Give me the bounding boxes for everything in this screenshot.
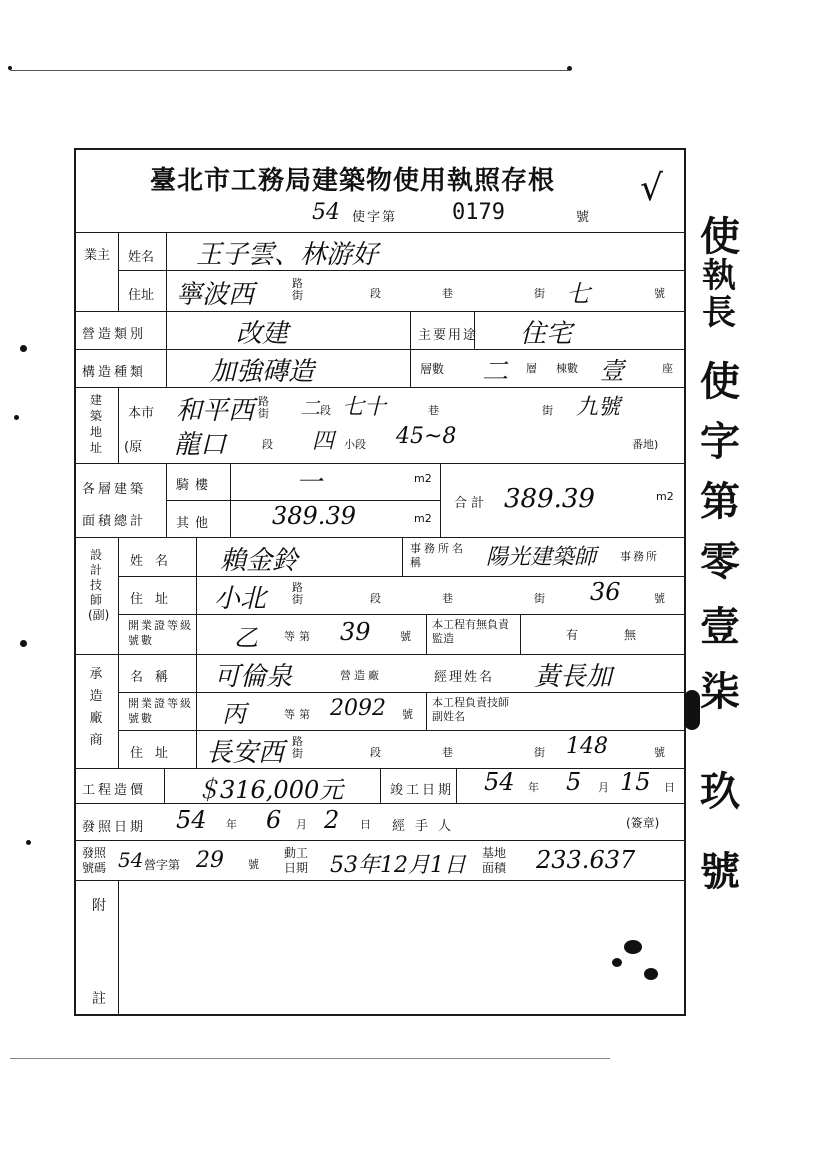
complete-month: 5 [566, 768, 582, 796]
owner-seg: 段 [370, 287, 381, 300]
edge-char: 第 [700, 478, 740, 525]
edge-char: 執 [702, 256, 736, 296]
owner-number: 七 [566, 280, 590, 308]
notes-label-bottom: 註 [92, 991, 106, 1007]
issue-day: 2 [324, 806, 340, 834]
building-unit: 座 [662, 362, 673, 375]
construction-kind-label: 營造類別 [82, 327, 147, 342]
office-name: 陽光建築師 [486, 545, 597, 570]
designer-license-mid: 等第 [284, 630, 314, 643]
land-area: 233.637 [536, 846, 636, 874]
speck [20, 640, 27, 647]
check-mark: √ [640, 168, 663, 209]
owner-street: 寧波西 [176, 280, 255, 310]
designer-license-suffix: 號 [400, 630, 411, 643]
permit-number: 0179 [452, 200, 505, 225]
ink-blot [644, 968, 658, 980]
designer-license-label: 開業證等級號數 [128, 619, 193, 647]
other-label: 其他 [176, 516, 215, 531]
orig-seg: 段 [262, 438, 273, 451]
address-seg: 段 [320, 404, 331, 417]
permit-no-suffix: 號 [248, 858, 259, 871]
complete-month-unit: 月 [598, 781, 609, 794]
designer-group-label: 設計技師(副) [88, 548, 110, 622]
contractor-seg: 段 [370, 746, 381, 759]
orig-area: 龍口 [174, 430, 227, 460]
issue-year: 54 [176, 806, 207, 834]
page-title: 臺北市工務局建築物使用執照存根 [150, 166, 556, 196]
designer-no-label: 號 [654, 592, 665, 605]
permit-suffix: 號 [576, 210, 596, 225]
signature-label: (簽章) [626, 816, 660, 830]
supervise-none: 無 [624, 628, 637, 642]
building-count-label: 棟數 [556, 362, 578, 375]
cost-value: ＄316,000元 [196, 776, 344, 804]
office-suffix: 事務所 [620, 550, 659, 563]
ink-blot [624, 940, 642, 954]
permit-no-mid: 營字第 [144, 858, 181, 872]
designer-lane: 巷 [442, 592, 453, 605]
address-road: 和平西 [176, 396, 255, 426]
edge-char: 長 [702, 293, 736, 333]
building-count: 壹 [600, 357, 624, 385]
contractor-group-label: 承造廠商 [89, 667, 103, 748]
complete-day-unit: 日 [664, 781, 675, 794]
issue-month-unit: 月 [296, 818, 307, 831]
contractor-license-grade: 丙 [222, 700, 246, 728]
contractor-addr-number: 148 [566, 734, 608, 759]
supervise-label: 本工程有無負責監造 [432, 618, 509, 645]
ink-blot [612, 958, 622, 967]
permit-no-year: 54 [118, 848, 144, 872]
manager-name: 黃長加 [534, 662, 613, 692]
designer-name: 賴金鈴 [220, 546, 299, 576]
issue-day-unit: 日 [360, 818, 371, 831]
contractor-name-label: 名稱 [130, 670, 181, 685]
owner-address-label: 住址 [128, 288, 155, 303]
arcade-unit: m2 [414, 472, 432, 485]
contractor-name-suffix: 營造廠 [340, 669, 382, 682]
permit-prefix: 使字第 [352, 210, 398, 225]
contractor-license-suffix: 號 [402, 708, 413, 721]
main-use-label: 主要用途 [418, 328, 479, 343]
bottom-scan-edge [10, 1058, 610, 1059]
manager-label: 經理姓名 [434, 670, 495, 685]
contractor-no-label: 號 [654, 746, 665, 759]
supervise-value: 有 [566, 628, 579, 642]
floors-label: 層數 [420, 362, 445, 376]
owner-road-label: 路街 [292, 277, 303, 302]
other-unit: m2 [414, 512, 432, 525]
address-lane-value: 七十 [342, 395, 387, 420]
construction-kind: 改建 [236, 319, 289, 349]
speck [14, 415, 19, 420]
contractor-name: 可倫泉 [214, 662, 293, 692]
owner-street-label: 街 [534, 287, 545, 300]
office-label: 事務所名稱 [410, 542, 466, 569]
contractor-road-label: 路街 [292, 735, 303, 760]
contractor-address-label: 住址 [130, 746, 181, 761]
designer-address: 小北 [214, 584, 267, 614]
edge-char: 號 [700, 848, 740, 895]
other-value: 389.39 [272, 502, 356, 530]
contractor-license-mid: 等第 [284, 708, 314, 721]
total-unit: m2 [656, 490, 674, 503]
complete-day: 15 [620, 768, 651, 796]
address-road-label: 路街 [258, 395, 269, 420]
arcade-label: 騎樓 [176, 478, 215, 493]
edge-char: 柒 [700, 668, 740, 715]
complete-label: 竣工日期 [390, 783, 455, 798]
ink-blot [684, 690, 700, 730]
issue-month: 6 [266, 806, 282, 834]
total-label: 合計 [454, 496, 489, 511]
speck [26, 840, 31, 845]
designer-address-label: 住址 [130, 592, 181, 607]
lot-suffix: 番地) [632, 438, 659, 451]
address-street: 街 [542, 404, 553, 417]
contractor-address: 長安西 [206, 738, 285, 768]
edge-char: 使 [700, 358, 740, 405]
sub-seg-label: 小段 [344, 438, 366, 451]
owner-name: 王子雲、林游好 [196, 240, 379, 270]
permit-year: 54 [312, 200, 340, 225]
complete-year-unit: 年 [528, 781, 539, 794]
contractor-street: 街 [534, 746, 545, 759]
permit-no-value: 29 [196, 848, 224, 873]
owner-name-label: 姓名 [128, 250, 155, 265]
designer-addr-number: 36 [590, 578, 621, 606]
owner-lane: 巷 [442, 287, 453, 300]
edge-char: 壹 [700, 603, 740, 650]
issue-label: 發照日期 [82, 820, 147, 835]
contractor-license-no: 2092 [330, 696, 386, 721]
designer-street: 街 [534, 592, 545, 605]
start-label: 動工日期 [284, 846, 309, 875]
owner-group-label: 業主 [84, 248, 111, 263]
complete-year: 54 [484, 768, 515, 796]
edge-char: 字 [700, 418, 740, 465]
issue-year-unit: 年 [226, 818, 237, 831]
lot-number: 45~8 [396, 424, 457, 449]
orig-prefix: (原 [124, 440, 143, 455]
floors-value: 二 [482, 357, 509, 387]
city-label: 本市 [128, 406, 155, 421]
designer-seg: 段 [370, 592, 381, 605]
start-date: 53年12月1日 [330, 853, 466, 878]
land-area-label: 基地面積 [482, 846, 507, 875]
designer-license-grade: 乙 [234, 624, 258, 652]
speck [20, 345, 27, 352]
area-group-label-1: 各層建築 [82, 482, 147, 497]
address-number: 九號 [576, 395, 621, 420]
designer-license-no: 39 [340, 618, 371, 646]
building-address-label: 建築地址 [89, 393, 102, 455]
designer-road-label: 路街 [292, 581, 303, 606]
floor-unit: 層 [526, 362, 537, 375]
permit-no-label: 發照號碼 [82, 846, 107, 875]
orig-sub-value: 四 [312, 429, 335, 454]
structure-type: 加強磚造 [210, 357, 315, 387]
address-lane: 巷 [428, 404, 439, 417]
arcade-value: 一 [296, 468, 323, 498]
address-seg-value: 二 [300, 396, 320, 420]
contractor-license-label: 開業證等級號數 [128, 697, 193, 725]
cost-label: 工程造價 [82, 783, 147, 798]
total-area: 389.39 [504, 484, 595, 514]
engineer-label: 本工程負責技師副姓名 [432, 696, 509, 723]
designer-name-label: 姓名 [130, 554, 181, 569]
area-group-label-2: 面積總計 [82, 514, 147, 529]
contractor-lane: 巷 [442, 746, 453, 759]
owner-no-label: 號 [654, 287, 665, 300]
main-use: 住宅 [520, 319, 573, 349]
structure-label: 構造種類 [82, 365, 147, 380]
handler-label: 經手人 [392, 819, 462, 834]
edge-char: 零 [700, 538, 740, 585]
top-scan-edge [10, 70, 570, 71]
edge-char: 使 [700, 213, 740, 260]
notes-label-top: 附 [92, 898, 106, 914]
edge-char: 玖 [700, 768, 740, 815]
